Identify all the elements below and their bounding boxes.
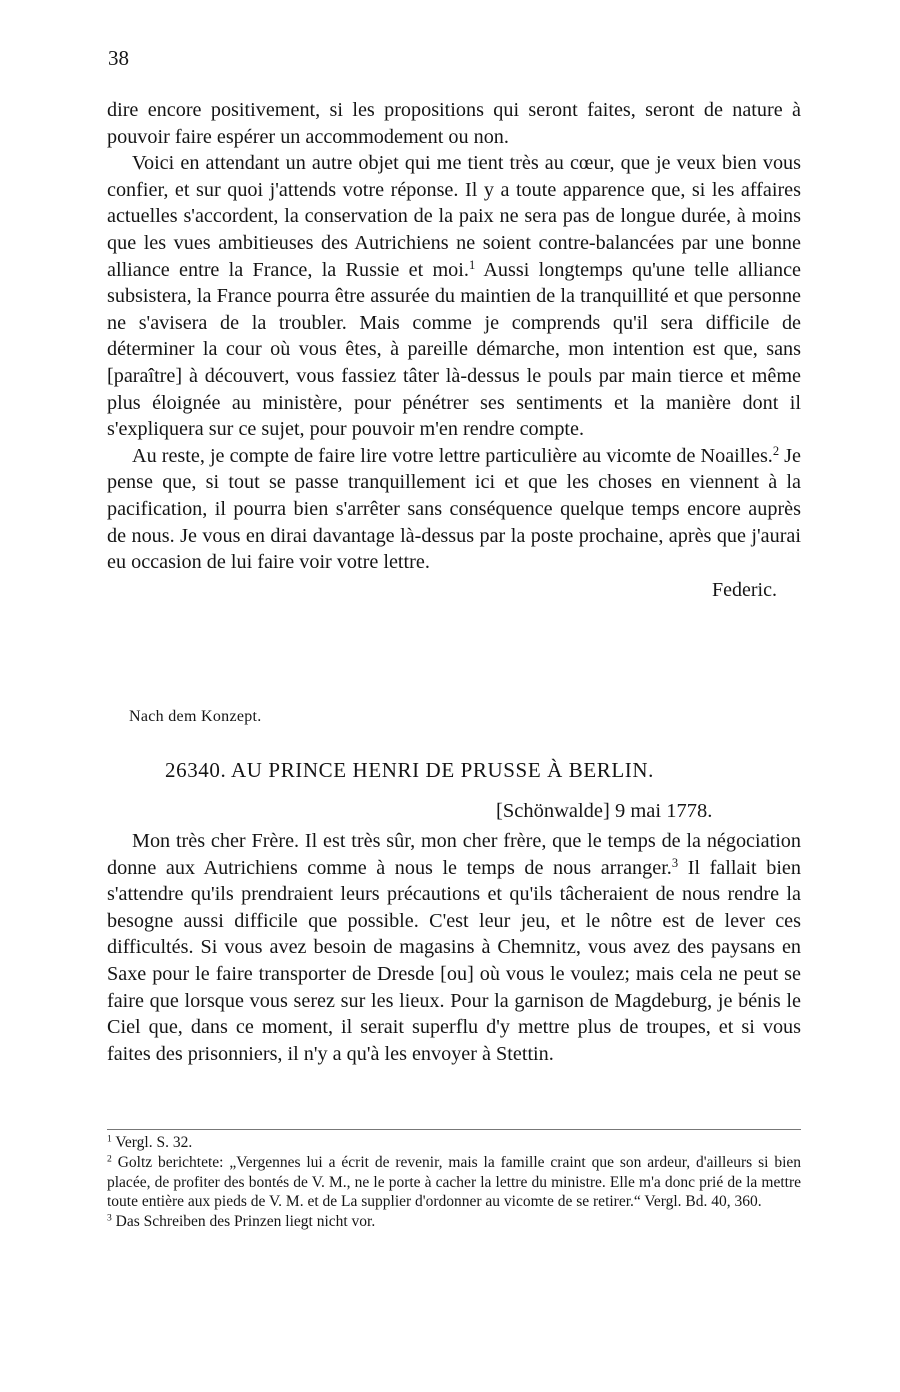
footnote-ref-2: 2	[772, 443, 780, 458]
footnote-marker: 1	[107, 1133, 112, 1145]
letter-dateline: [Schönwalde] 9 mai 1778.	[496, 800, 713, 822]
footnote-marker: 2	[107, 1153, 112, 1165]
footnote-2: $^2$ Goltz berichtete: „Vergennes lui a écrit de revenir, mais la famille craint que son ardeur, d'ailleurs si bien placée, de profiter des bontés de V. M., ne le porte à cacher la lettre du ministre. Elle m'a donc prié de la mettre toute entière aux pieds de V. M. et de La supplier d'ordonner au vicomte de se retirer.“ Vergl. Bd. 40, 360.	[107, 1153, 802, 1211]
page-number: 38	[108, 46, 129, 70]
letter-continuation	[107, 97, 801, 603]
footnote-3: $^3$ Das Schreiben des Prinzen liegt nicht vor.	[107, 1212, 376, 1231]
letter-body	[107, 828, 801, 1067]
paragraph-1: dire encore positivement, si les propositions qui seront faites, seront de nature à pouvoir faire espérer un accommodement ou non.	[107, 99, 801, 148]
footnote-ref-1: 1	[468, 257, 476, 272]
paragraph-3: Au reste, je compte de faire lire votre lettre particulière au vicomte de Noailles.$^2$ Je pense que, si tout se passe tranquillement ici et que les choses en viennent à la pacification, il pourra bien s'arrêter sans conséquence quelque temps encore auprès de nous. Je vous en dirai davantage là-dessus par la poste prochaine, après que j'aurai eu occasion de lui faire voir votre lettre.	[107, 443, 801, 574]
source-note: Nach dem Konzept.	[129, 708, 262, 725]
footnote-ref-3: 3	[671, 855, 679, 870]
footnote-divider	[107, 1129, 801, 1130]
footnote-1: $^1$ Vergl. S. 32.	[107, 1133, 193, 1151]
signature: Federic.	[712, 578, 777, 601]
letter-paragraph: Mon très cher Frère. Il est très sûr, mon cher frère, que le temps de la négociation donne aux Autrichiens comme à nous le temps de nous arranger.$^3$ Il fallait bien s'attendre qu'ils prendraient leurs précautions et qu'ils tâcheraient de nous rendre la besogne aussi difficile que possible. C'est leur jeu, et le nôtre est de lever ces difficultés. Si vous avez besoin de magasins à Chemnitz, vous avez des paysans en Saxe pour le faire transporter de Dresde [ou] où vous le voulez; mais cela ne peut se faire que lorsque vous serez sur les lieux. Pour la garnison de Magdeburg, je bénis le Ciel que, dans ce moment, il serait superflu d'y mettre plus de troupes, et si vous faites des prisonniers, il n'y a qu'à les envoyer à Stettin.	[107, 830, 801, 1065]
letter-heading: 26340. AU PRINCE HENRI DE PRUSSE À BERLIN.	[165, 758, 654, 782]
footnote-marker: 3	[107, 1212, 112, 1224]
paragraph-2: Voici en attendant un autre objet qui me tient très au cœur, que je veux bien vous confier, et sur quoi j'attends votre réponse. Il y a toute apparence que, si les affaires actuelles s'accordent, la conservation de la paix ne sera pas de longue durée, à moins que les vues ambitieuses des Autrichiens ne soient contre-balancées par une bonne alliance entre la France, la Russie et moi.$^1$ Aussi longtemps qu'une telle alliance subsistera, la France pourra être assurée du maintien de la tranquillité et que personne ne s'avisera de la troubler. Mais comme je comprends qu'il sera difficile de déterminer la cour où vous êtes, à pareille démarche, mon intention est que, sans [paraître] à découvert, vous fassiez tâter là-dessus le pouls par main tierce et même plus éloignée au ministère, pour pénétrer ses sentiments et la manière dont il s'expliquera sur ce sujet, pour pouvoir m'en rendre compte.	[107, 152, 801, 441]
footnotes	[107, 1133, 801, 1232]
